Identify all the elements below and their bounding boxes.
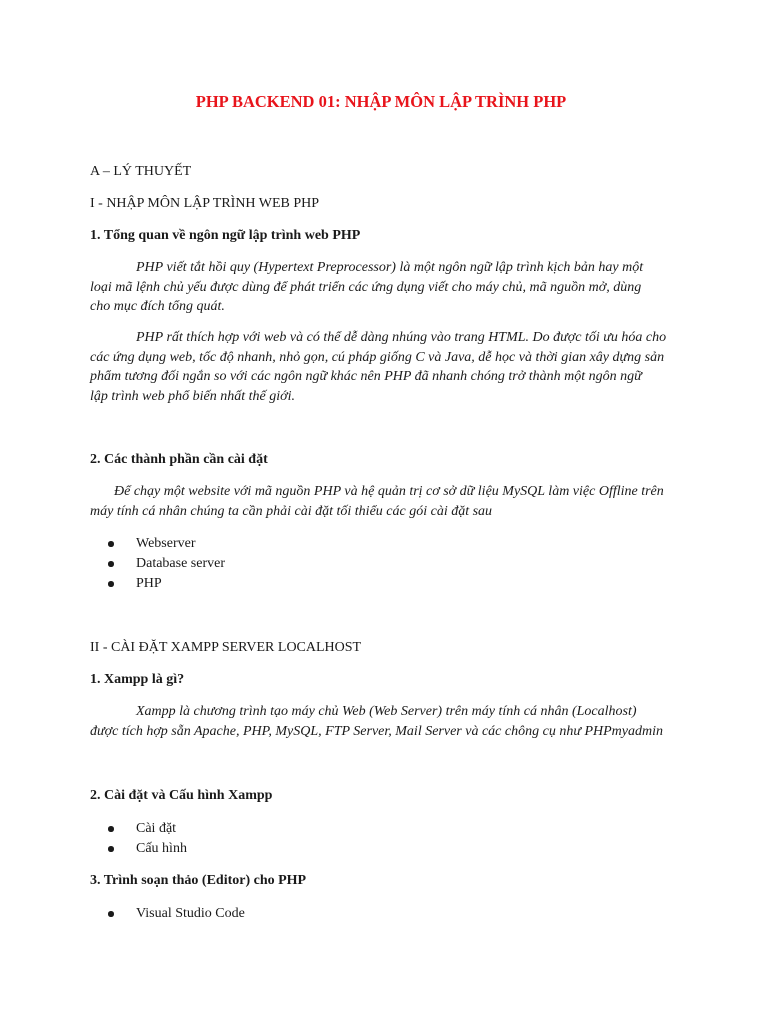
part2-sub1-heading: 1. Xampp là gì? [90, 672, 185, 687]
part1-sub2-paragraph [90, 482, 670, 521]
paragraph-line: Để chạy một website với mã nguồn PHP và hệ quản trị cơ sở dữ liệu MySQL làm việc Offline trên [114, 484, 664, 499]
part2-heading: II - CÀI ĐẶT XAMPP SERVER LOCALHOST [90, 640, 362, 655]
bullet-icon [108, 911, 114, 917]
part1-heading: I - NHẬP MÔN LẬP TRÌNH WEB PHP [90, 196, 320, 211]
paragraph-line: PHP viết tắt hồi quy (Hypertext Preprocessor) là một ngôn ngữ lập trình kịch bản hay một [136, 260, 644, 275]
editor-list [108, 904, 245, 924]
bullet-icon [108, 541, 114, 547]
paragraph-line: PHP rất thích hợp với web và có thể dễ dàng nhúng vào trang HTML. Do được tối ưu hóa cho [136, 330, 667, 345]
paragraph-line: cho mục đích tổng quát. [90, 299, 225, 314]
paragraph-line: lập trình web phổ biến nhất thế giới. [90, 388, 296, 404]
list-item: Visual Studio Code [108, 904, 245, 924]
bullet-icon [108, 826, 114, 832]
list-item: Cấu hình [108, 839, 187, 859]
section-a-heading: A – LÝ THUYẾT [90, 164, 192, 179]
list-item: Webserver [108, 534, 225, 554]
part1-sub1-paragraph-1 [90, 258, 670, 317]
install-components-list [108, 534, 225, 594]
paragraph-line: loại mã lệnh chủ yếu được dùng để phát triển các ứng dụng viết cho máy chủ, mã nguồn mở, dùng [90, 279, 642, 295]
paragraph-line: máy tính cá nhân chúng ta cần phải cài đặt tối thiểu các gói cài đặt sau [90, 503, 493, 519]
document-title: PHP BACKEND 01: NHẬP MÔN LẬP TRÌNH PHP [195, 92, 567, 111]
list-item: Database server [108, 554, 225, 574]
part2-sub1-paragraph [90, 702, 670, 741]
part1-sub1-paragraph-2 [90, 328, 670, 406]
bullet-icon [108, 846, 114, 852]
bullet-icon [108, 581, 114, 587]
part1-sub2-heading: 2. Các thành phần cần cài đặt [90, 452, 268, 467]
bullet-icon [108, 561, 114, 567]
part1-sub1-heading: 1. Tổng quan về ngôn ngữ lập trình web PHP [90, 228, 361, 243]
list-item: Cài đặt [108, 819, 187, 839]
part2-sub2-heading: 2. Cài đặt và Cấu hình Xampp [90, 788, 273, 803]
paragraph-line: phẩm tương đối ngắn so với các ngôn ngữ khác nên PHP đã nhanh chóng trở thành một ngôn ngữ [90, 369, 642, 384]
list-item: PHP [108, 574, 225, 594]
part2-sub3-heading: 3. Trình soạn thảo (Editor) cho PHP [90, 873, 307, 888]
xampp-setup-list [108, 819, 187, 859]
paragraph-line: Xampp là chương trình tạo máy chủ Web (Web Server) trên máy tính cá nhân (Localhost) [136, 704, 637, 719]
paragraph-line: các ứng dụng web, tốc độ nhanh, nhỏ gọn, cú pháp giống C và Java, dễ học và thời gian xây dựng sản [90, 349, 665, 365]
paragraph-line: được tích hợp sẵn Apache, PHP, MySQL, FTP Server, Mail Server và các chông cụ như PHPmyadmin [90, 723, 663, 739]
